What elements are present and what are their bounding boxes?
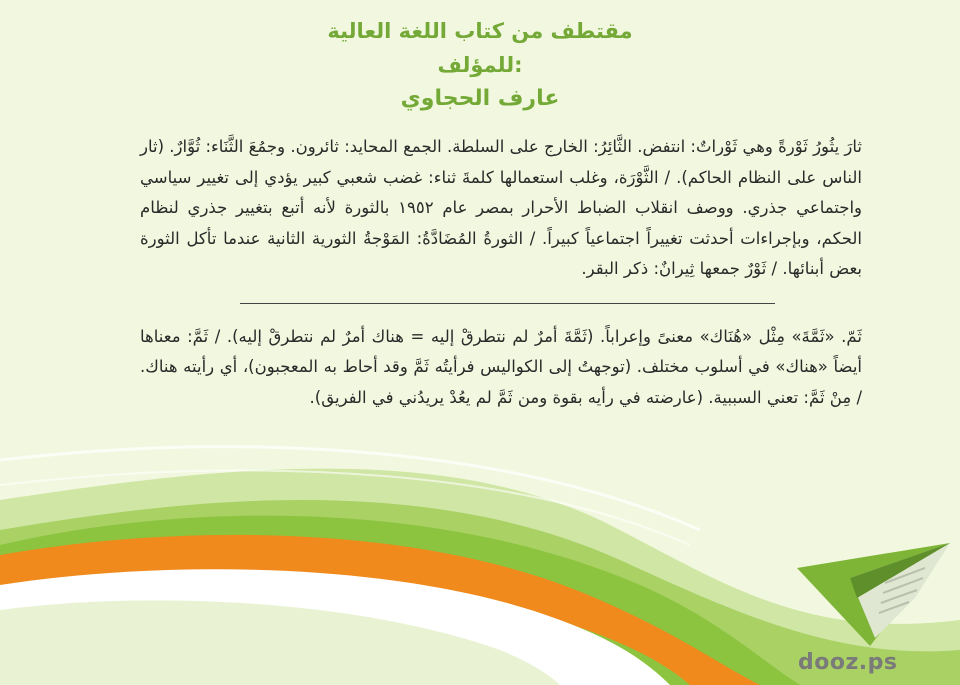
site-brand: dooz.ps — [798, 650, 898, 675]
page-header — [0, 14, 960, 116]
paper-plane-icon — [795, 538, 955, 648]
article-body — [140, 132, 862, 413]
section-divider — [240, 303, 775, 304]
book-title: مقتطف من كتاب اللغة العالية — [327, 19, 633, 43]
entry-thawra: ثارَ يثُورُ ثَوْرةً وهي ثَوْراتٌ: انتفض. الثَّائِرُ: الخارج على السلطة. الجمع المحايد: ثائرون. وجمُعَ الثَّنَاء: ثُوَّارٌ. (ثار الناس على النظام الحاكم). / الثَّوْرَة، وغلب استعمالها كلمةَ ثناء: غضب شعبي كبير يؤدي إلى تغيير سياسي واجتماعي جذري. ووصف انقلاب الضباط الأحرار بمصر عام ١٩٥٢ بالثورة لأنه أتبع بتغيير جذري لنظام الحكم، وبإجراءات أحدثت تغييراً اجتماعياً كبيراً. / الثورةُ المُضَادَّةُ: المَوْجةُ الثورية الثانية عندما تأكل الثورة بعض أبنائها. / ثَوْرٌ جمعها ثِيرانٌ: ذكر البقر. — [140, 137, 862, 278]
author-label: للمؤلف: — [437, 53, 523, 77]
author-name: عارف الحجاوي — [400, 86, 560, 111]
entry-thamma: ثَمّ. «ثَمَّةَ» مِثْل «هُنَاك» معنىً وإعراباً. (ثَمَّةَ أمرٌ لم نتطرقْ إليه = هناك أمرٌ لم نتطرقْ إليه). / ثَمَّ: معناها أيضاً «هناك» في أسلوب مختلف. (توجهتُ إلى الكواليس فرأيتُه ثَمَّ وقد أحاط به المعجبون)، أي رأيته هناك. / مِنْ ثَمَّ: تعني السببية. (عارضته في رأيه بقوة ومن ثَمَّ لم يعُدْ يريدُني في الفريق). — [140, 326, 862, 407]
